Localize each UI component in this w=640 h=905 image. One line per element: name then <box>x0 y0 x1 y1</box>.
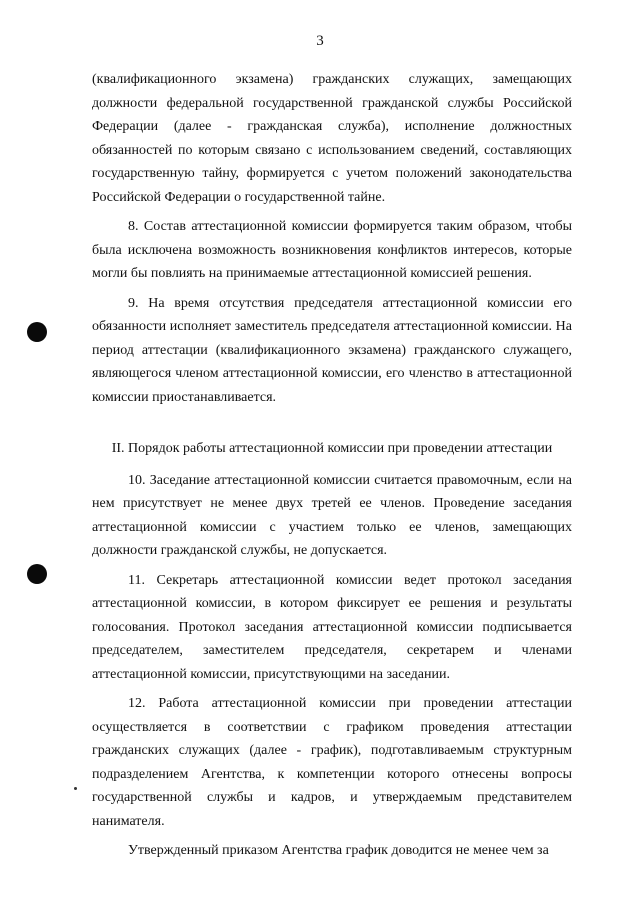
paragraph-item-12: 12. Работа аттестационной комиссии при проведении аттестации осуществляется в соответствии с графиком проведения аттестации гражданских служащих (далее - график), подготавливаемым структурным подразделением Агентства, к компетенции которого отнесены вопросы государственной службы и кадров, и утверждаемым представителем нанимателя. <box>92 696 572 829</box>
paragraph-item-9: 9. На время отсутствия председателя аттестационной комиссии его обязанности исполняет заместитель председателя аттестационной комиссии. На период аттестации (квалификационного экзамена) гражданского служащего, являющегося членом аттестационной комиссии, его членство в аттестационной комиссии приостанавливается. <box>92 295 572 405</box>
paragraph-item-8: 8. Состав аттестационной комиссии формируется таким образом, чтобы была исключена возможность возникновения конфликтов интересов, которые могли бы повлиять на принимаемые аттестационной комиссией решения. <box>92 219 572 281</box>
paragraph-item-10: 10. Заседание аттестационной комиссии считается правомочным, если на нем присутствует не менее двух третей ее членов. Проведение заседания аттестационной комиссии с участием только ее членов, замещающих должности гражданской службы, не допускается. <box>92 472 572 558</box>
page-number: 3 <box>316 33 324 49</box>
paragraph-item-11: 11. Секретарь аттестационной комиссии ведет протокол заседания аттестационной комиссии, в котором фиксирует ее решения и результаты голосования. Протокол заседания аттестационной комиссии подписывается председателем, заместителем председателя, секретарем и членами аттестационной комиссии, присутствующими на заседании. <box>92 572 572 682</box>
binder-hole-mark <box>27 564 47 584</box>
scan-speck <box>74 787 77 790</box>
section-heading: II. Порядок работы аттестационной комиссии при проведении аттестации <box>111 441 553 456</box>
paragraph-schedule: Утвержденный приказом Агентства график доводится не менее чем за <box>128 843 549 858</box>
document-body <box>92 68 572 869</box>
paragraph-continuation: (квалификационного экзамена) гражданских служащих, замещающих должности федеральной государственной гражданской службы Российской Федерации (далее - гражданская служба), исполнение должностных обязанностей по которым связано с использованием сведений, составляющих государственную тайну, формируется с учетом положений законодательства Российской Федерации о государственной тайне. <box>92 72 572 205</box>
binder-hole-mark <box>27 322 47 342</box>
